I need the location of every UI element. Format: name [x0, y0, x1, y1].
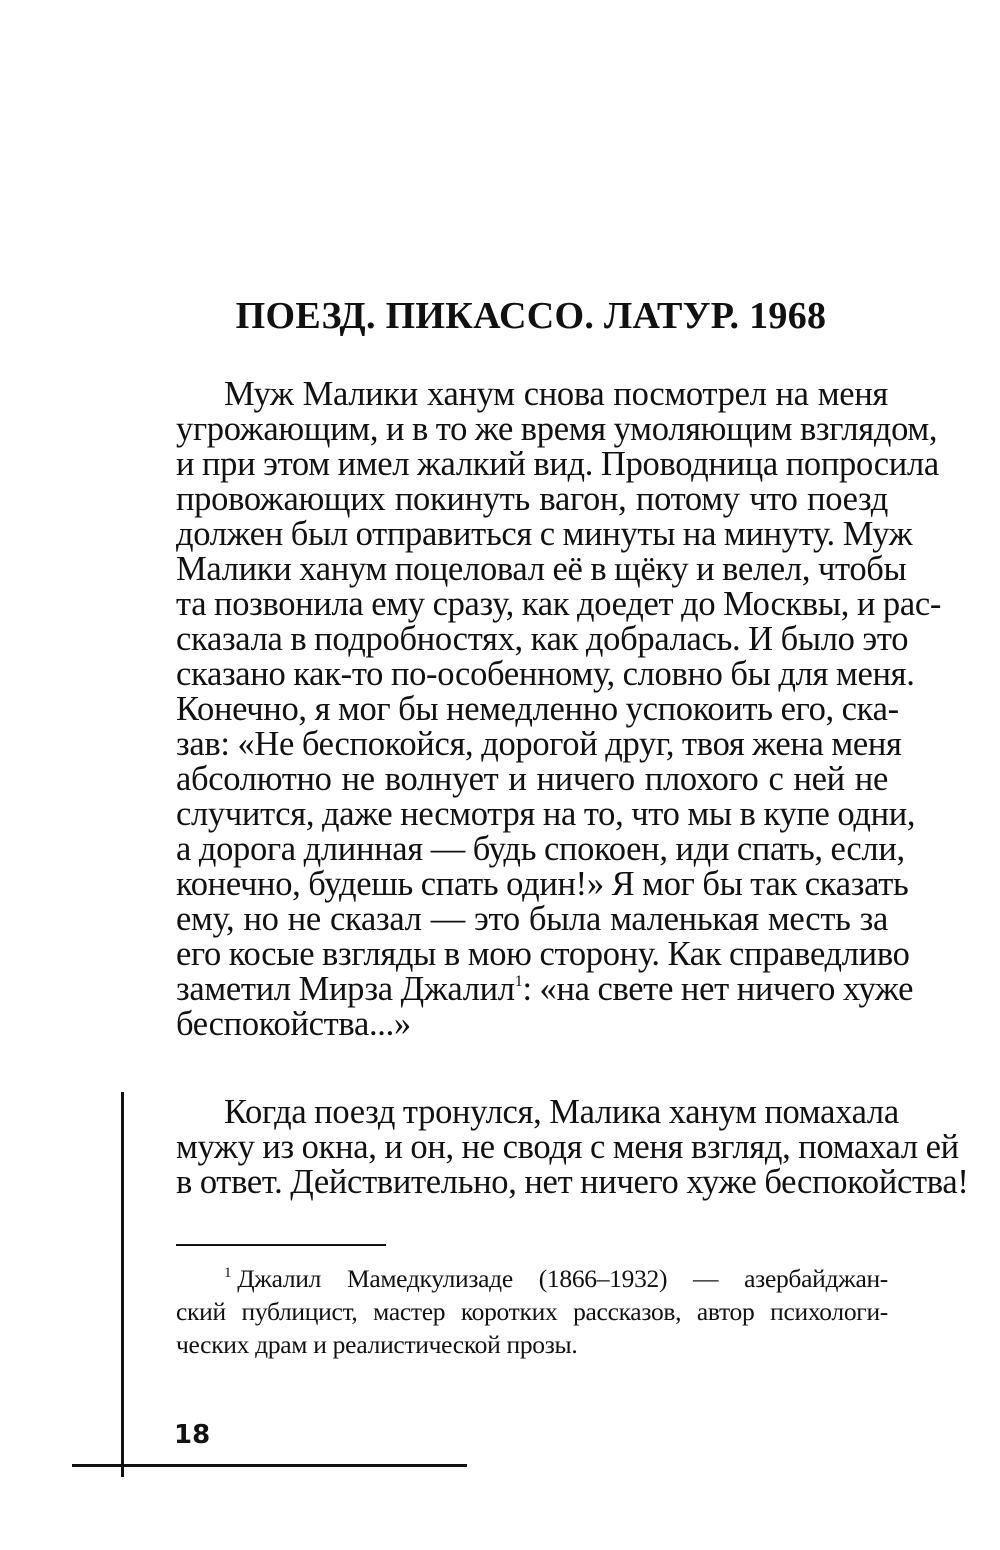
page-number: 18 [174, 1420, 211, 1450]
crop-mark-vertical [121, 1092, 124, 1477]
footnote-reference: 1 [514, 973, 523, 990]
crop-mark-horizontal [72, 1464, 467, 1467]
text-line: беспокойства...» [176, 1005, 411, 1043]
footnote-marker: 1 [224, 1265, 232, 1281]
text-line: ему, но не сказал — это была маленькая месть за [176, 900, 888, 938]
text-line: а дорога длинная — будь спокоен, иди спать, если, [176, 830, 905, 868]
text-fragment: : «на свете нет ничего хуже [522, 970, 914, 1008]
text-line: сказано как-то по-особенному, словно бы для меня. [176, 655, 915, 693]
text-line: Муж Малики ханум снова посмотрел на меня [224, 375, 888, 413]
text-line: конечно, будешь спать один!» Я мог бы так сказать [176, 865, 909, 903]
paragraph-1 [176, 375, 942, 1043]
text-line-with-footnote-ref [176, 970, 914, 1008]
footnote [176, 1262, 888, 1361]
text-line: и при этом имел жалкий вид. Проводница попросила [176, 445, 939, 483]
text-line: в ответ. Действительно, нет ничего хуже беспокойства! [176, 1163, 969, 1201]
text-line: та позвонила ему сразу, как доедет до Москвы, и рас- [176, 585, 942, 623]
text-fragment: заметил Мирза Джалил [176, 970, 515, 1008]
text-line: случится, даже несмотря на то, что мы в купе одни, [176, 795, 916, 833]
footnote-line [176, 1262, 888, 1295]
paragraph-2 [176, 1093, 969, 1201]
text-line: сказала в подробностях, как добралась. И было это [176, 620, 909, 658]
text-line: должен был отправиться с минуты на минуту. Муж [176, 515, 913, 553]
footnote-divider [176, 1244, 386, 1246]
text-line: его косые взгляды в мою сторону. Как справедливо [176, 935, 910, 973]
text-fragment: Джалил Мамедкулизаде (1866–1932) — азербайджан- [237, 1264, 888, 1293]
text-line: Малики ханум поцеловал её в щёку и велел, чтобы [176, 550, 907, 588]
text-line: провожающих покинуть вагон, потому что поезд [176, 480, 888, 518]
text-line: зав: «Не беспокойся, дорогой друг, твоя жена меня [176, 725, 902, 763]
footnote-line: ский публицист, мастер коротких рассказов, автор психологи- [176, 1297, 888, 1326]
text-line: Конечно, я мог бы немедленно успокоить его, ска- [176, 690, 899, 728]
text-line: абсолютно не волнует и ничего плохого с ней не [176, 760, 888, 798]
footnote-line: ческих драм и реалистической прозы. [176, 1330, 578, 1359]
text-line: угрожающим, и в то же время умоляющим взглядом, [176, 410, 938, 448]
text-line: мужу из окна, и он, не сводя с меня взгляд, помахал ей [176, 1128, 959, 1166]
chapter-title: ПОЕЗД. ПИКАССО. ЛАТУР. 1968 [235, 295, 827, 337]
text-line: Когда поезд тронулся, Малика ханум помахала [224, 1093, 899, 1131]
